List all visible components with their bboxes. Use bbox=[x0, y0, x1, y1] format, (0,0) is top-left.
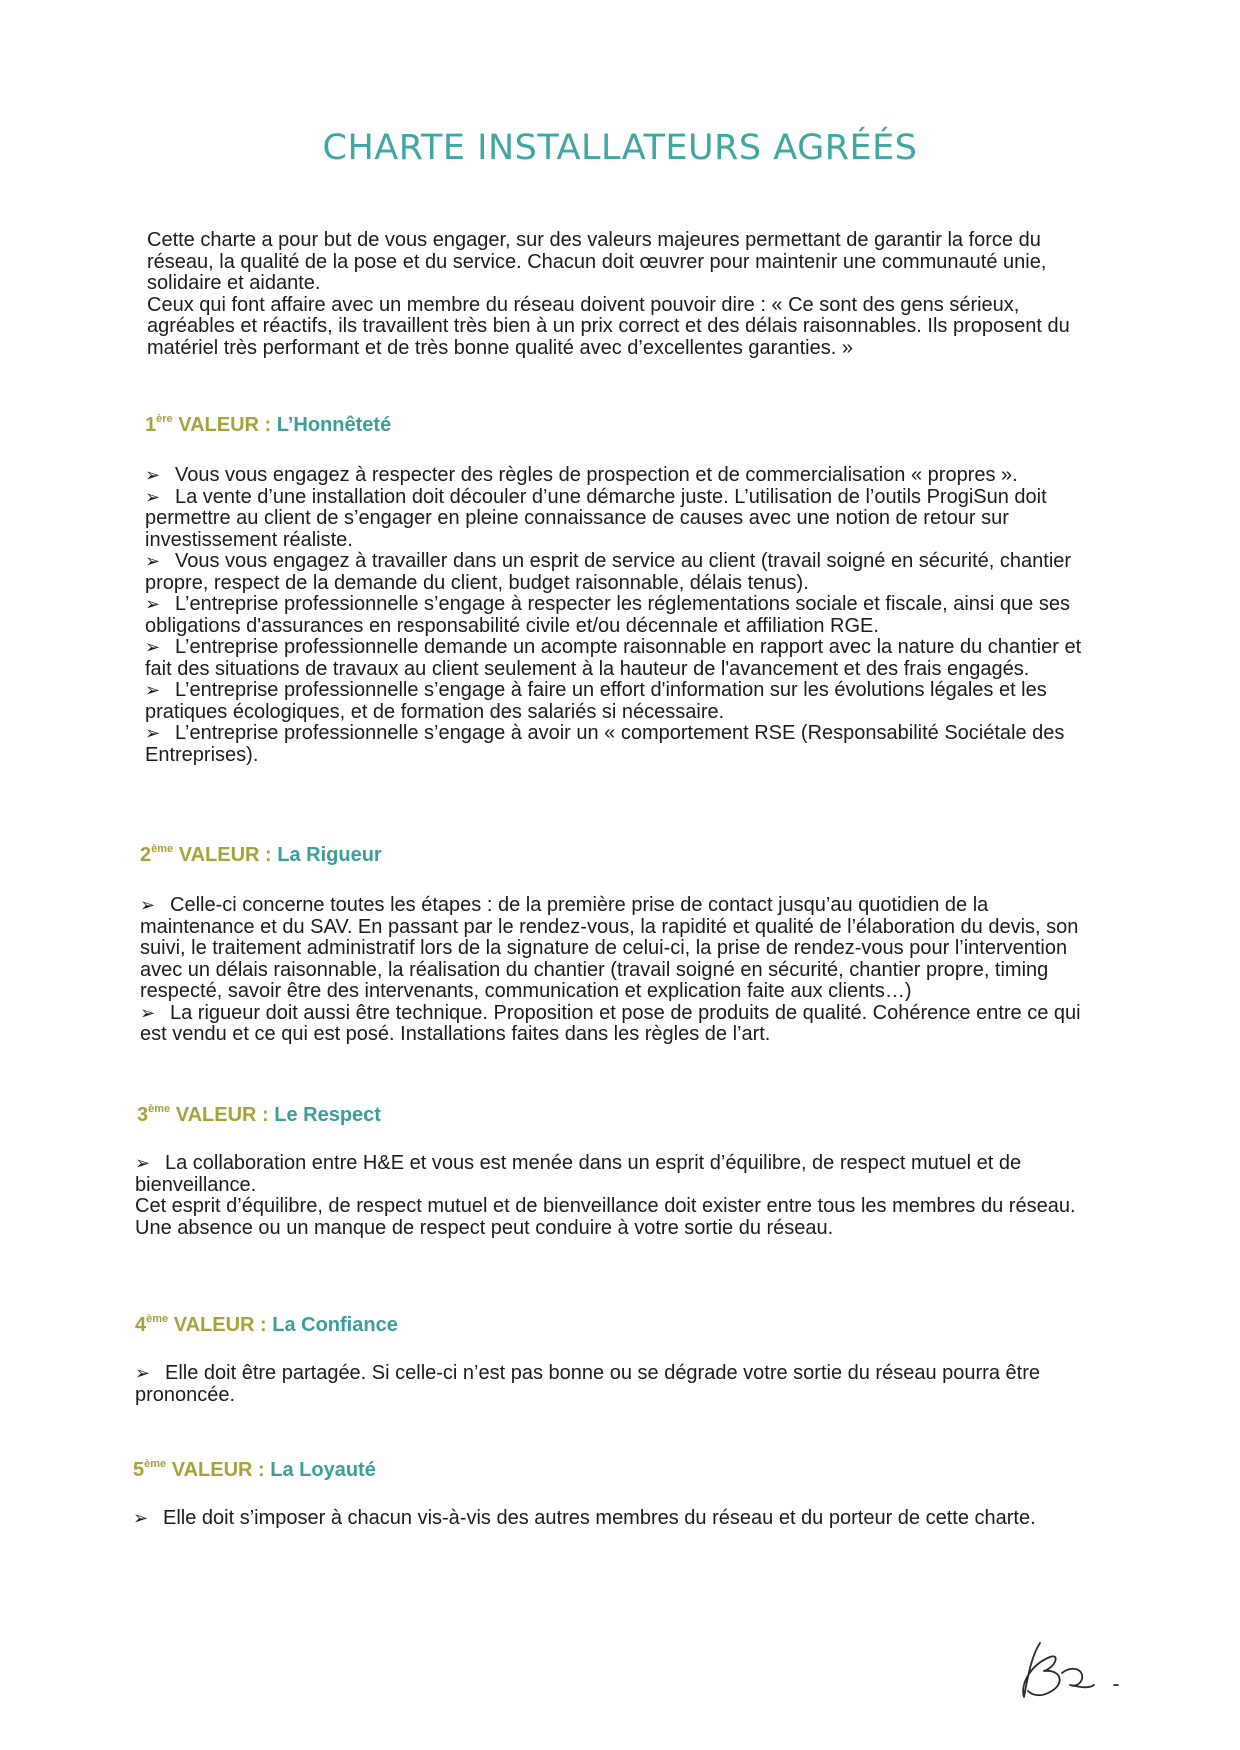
document-title: CHARTE INSTALLATEURS AGRÉÉS bbox=[322, 128, 918, 168]
intro-block bbox=[147, 230, 1087, 359]
list-item: ➢ Vous vous engagez à respecter des règles de prospection et de commercialisation « propres ». bbox=[145, 464, 1018, 486]
section-keyword: VALEUR : bbox=[175, 1104, 269, 1126]
list-item: ➢ L’entreprise professionnelle s’engage à avoir un « comportement RSE (Responsabilité Sociétale des Entreprises). bbox=[145, 722, 1065, 766]
section-keyword: VALEUR : bbox=[173, 1314, 267, 1336]
arrow-bullet-icon: ➢ bbox=[145, 637, 161, 658]
paragraph: Cet esprit d’équilibre, de respect mutuel et de bienveillance doit exister entre tous les membres du réseau. bbox=[135, 1195, 1076, 1217]
arrow-bullet-icon: ➢ bbox=[145, 486, 161, 508]
list-item: ➢ La vente d’une installation doit découler d’une démarche juste. L’utilisation de l’outils ProgiSun doit permettre au client de s’engager en pleine connaissance de causes avec une notion de retour sur investissement réaliste. bbox=[145, 485, 1047, 551]
section-body-honnetete bbox=[145, 465, 1090, 766]
intro-paragraph-1: Cette charte a pour but de vous engager, sur des valeurs majeures permettant de garantir la force du réseau, la qualité de la pose et du service. Chacun doit œuvrer pour maintenir une communauté unie, solidaire et aidante. bbox=[147, 229, 1047, 294]
section-number: 3ème bbox=[137, 1103, 171, 1126]
list-item: ➢ L’entreprise professionnelle s’engage à faire un effort d'information sur les évolutions légales et les pratiques écologiques, et de formation des salariés si nécessaire. bbox=[145, 679, 1047, 723]
list-item: ➢ L’entreprise professionnelle s’engage à respecter les réglementations sociale et fiscale, ainsi que ses obligations d'assurances en responsabilité civile et/ou décennale et affiliation RGE. bbox=[145, 593, 1070, 637]
section-keyword: VALEUR : bbox=[178, 844, 272, 866]
section-number: 2ème bbox=[140, 843, 174, 866]
list-item: ➢ Elle doit s’imposer à chacun vis-à-vis des autres membres du réseau et du porteur de cette charte. bbox=[133, 1507, 1036, 1529]
section-number: 1ère bbox=[145, 413, 173, 436]
section-number: 4ème bbox=[135, 1313, 169, 1336]
arrow-bullet-icon: ➢ bbox=[133, 1508, 149, 1529]
list-item: ➢ L’entreprise professionnelle demande un acompte raisonnable en rapport avec la nature du chantier et fait des situations de travaux au client seulement à la hauteur de l'avancement et des frais engagés. bbox=[145, 636, 1082, 680]
section-name: La Rigueur bbox=[277, 844, 382, 866]
list-item: ➢ Vous vous engagez à travailler dans un esprit de service au client (travail soigné en sécurité, chantier propre, respect de la demande du client, budget raisonnable, délais tenus). bbox=[145, 550, 1072, 594]
signature-icon bbox=[1010, 1635, 1140, 1705]
intro-paragraph-2: Ceux qui font affaire avec un membre du réseau doivent pouvoir dire : « Ce sont des gens sérieux, agréables et réactifs, ils travaillent très bien à un prix correct et des délais raisonnables. Ils proposent du matériel très performant et de très bonne qualité avec d’excellentes garanties. » bbox=[147, 293, 1070, 359]
arrow-bullet-icon: ➢ bbox=[145, 723, 161, 744]
list-item: ➢ La rigueur doit aussi être technique. Proposition et pose de produits de qualité. Cohérence entre ce qui est vendu et ce qui est posé. Installations faites dans les règles de l’art. bbox=[140, 1001, 1081, 1045]
arrow-bullet-icon: ➢ bbox=[145, 465, 161, 486]
section-body-loyaute bbox=[133, 1508, 1078, 1530]
arrow-bullet-icon: ➢ bbox=[145, 594, 161, 615]
section-name: La Confiance bbox=[272, 1314, 398, 1336]
list-item: ➢ La collaboration entre H&E et vous est menée dans un esprit d’équilibre, de respect mutuel et de bienveillance. bbox=[135, 1152, 1022, 1196]
arrow-bullet-icon: ➢ bbox=[135, 1363, 151, 1384]
section-name: Le Respect bbox=[274, 1104, 381, 1126]
arrow-bullet-icon: ➢ bbox=[145, 551, 161, 572]
arrow-bullet-icon: ➢ bbox=[145, 680, 161, 701]
section-heading-loyaute bbox=[133, 1458, 376, 1482]
list-item: ➢ Celle-ci concerne toutes les étapes : de la première prise de contact jusqu’au quotidien de la maintenance et du SAV. En passant par le rendez-vous, la rapidité et qualité de l’élaboration du devis, son suivi, le traitement administratif lors de la signature de celui-ci, la prise de rendez-vous pour l’intervention avec un délais raisonnable, la réalisation du chantier (travail soigné en sécurité, chantier propre, timing respecté, savoir être des intervenants, communication et explication faite aux clients…) bbox=[140, 894, 1079, 1002]
arrow-bullet-icon: ➢ bbox=[140, 1002, 156, 1024]
paragraph: Une absence ou un manque de respect peut conduire à votre sortie du réseau. bbox=[135, 1216, 834, 1239]
arrow-bullet-icon: ➢ bbox=[135, 1153, 151, 1174]
section-name: L’Honnêteté bbox=[276, 414, 392, 436]
section-heading-rigueur bbox=[140, 843, 382, 867]
section-name: La Loyauté bbox=[270, 1459, 376, 1481]
section-keyword: VALEUR : bbox=[178, 414, 272, 436]
section-body-confiance bbox=[135, 1363, 1080, 1406]
list-item: ➢ Elle doit être partagée. Si celle-ci n’est pas bonne ou se dégrade votre sortie du réseau pourra être prononcée. bbox=[135, 1362, 1040, 1406]
arrow-bullet-icon: ➢ bbox=[140, 895, 156, 916]
section-heading-honnetete bbox=[145, 413, 391, 437]
section-body-rigueur bbox=[140, 895, 1085, 1046]
section-body-respect bbox=[135, 1153, 1080, 1239]
section-heading-confiance bbox=[135, 1313, 398, 1337]
section-number: 5ème bbox=[133, 1458, 167, 1481]
section-heading-respect bbox=[137, 1103, 381, 1127]
section-keyword: VALEUR : bbox=[171, 1459, 265, 1481]
